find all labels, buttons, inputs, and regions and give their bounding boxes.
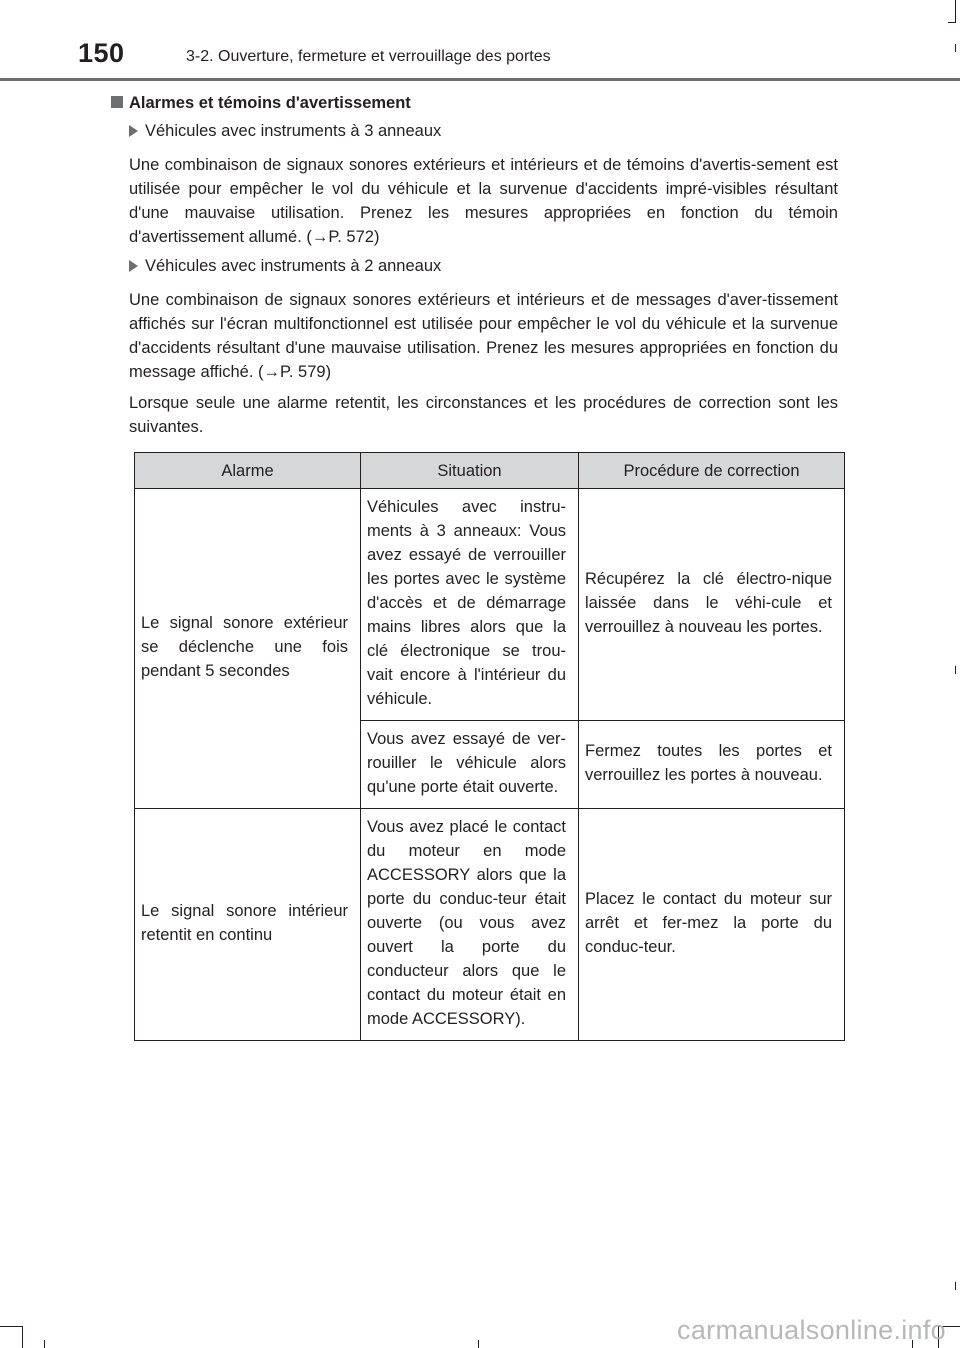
column-header-situation: Situation <box>361 453 579 489</box>
procedure-cell: Placez le contact du moteur sur arrêt et fer-mez la porte du conduc-teur. <box>579 809 845 1041</box>
procedure-cell: Fermez toutes les portes et verrouillez les portes à nouveau. <box>579 721 845 809</box>
square-bullet-icon <box>111 96 123 108</box>
situation-cell: Vous avez essayé de ver-rouiller le véhicule alors qu'une porte était ouverte. <box>361 721 579 809</box>
subheading-3-rings <box>129 122 441 141</box>
triangle-bullet-icon <box>129 260 138 272</box>
situation-cell: Vous avez placé le contact du moteur en mode ACCESSORY alors que la porte du conduc-teur était ouverte (ou vous avez ouvert la porte du conducteur alors que le contact du moteur était en mode ACCESSORY). <box>361 809 579 1041</box>
crop-mark <box>478 1340 479 1348</box>
procedure-cell: Récupérez la clé électro-nique laissée dans le véhi-cule et verrouillez à nouveau les portes. <box>579 489 845 721</box>
paragraph-2-rings: Une combinaison de signaux sonores extérieurs et intérieurs et de messages d'aver-tissement affichés sur l'écran multifonctionnel est utilisée pour empêcher le vol du véhicule et la survenue d'accidents résultant d'une mauvaise utilisation. Prenez les mesures appropriées en fonction du message affiché. (→P. 579) <box>129 291 838 381</box>
section-heading <box>111 94 411 113</box>
triangle-bullet-icon <box>129 125 138 137</box>
column-header-alarm: Alarme <box>135 453 361 489</box>
header-divider <box>0 78 960 81</box>
table-row <box>135 489 845 721</box>
table-header-row <box>135 453 845 489</box>
crop-mark <box>955 0 956 22</box>
alarm-cell: Le signal sonore extérieur se déclenche une fois pendant 5 secondes <box>135 489 361 809</box>
crop-mark <box>22 1326 23 1348</box>
paragraph-intro-table: Lorsque seule une alarme retentit, les circonstances et les procédures de correction sont les suivantes. <box>129 394 838 436</box>
alarm-table <box>134 452 845 1041</box>
crop-mark <box>44 1340 45 1348</box>
subheading-2-rings <box>129 257 441 276</box>
column-header-procedure: Procédure de correction <box>579 453 845 489</box>
section-heading-text: Alarmes et témoins d'avertissement <box>129 94 411 112</box>
crop-mark <box>948 22 956 23</box>
situation-cell: Véhicules avec instru-ments à 3 anneaux: Vous avez essayé de verrouiller les portes avec le système d'accès et de démarrage mains libres alors que la clé électronique se trou-vait encore à l'intérieur du véhicule. <box>361 489 579 721</box>
subheading-text: Véhicules avec instruments à 2 anneaux <box>145 257 442 275</box>
crop-mark <box>955 666 956 674</box>
chapter-title: 3-2. Ouverture, fermeture et verrouillage des portes <box>186 48 551 65</box>
subheading-text: Véhicules avec instruments à 3 anneaux <box>145 122 442 140</box>
watermark: carmanualsonline.info <box>677 1315 946 1345</box>
crop-mark <box>955 44 956 52</box>
alarm-cell: Le signal sonore intérieur retentit en continu <box>135 809 361 1041</box>
table-row <box>135 809 845 1041</box>
crop-mark <box>955 1282 956 1290</box>
crop-mark <box>0 1326 22 1327</box>
paragraph-3-rings: Une combinaison de signaux sonores extérieurs et intérieurs et de témoins d'avertis-sement est utilisée pour empêcher le vol du véhicule et la survenue d'accidents impré-visibles résultant d'une mauvaise utilisation. Prenez les mesures appropriées en fonction du témoin d'avertissement allumé. (→P. 572) <box>129 156 838 246</box>
page-header <box>0 0 960 80</box>
page-number: 150 <box>78 38 125 68</box>
